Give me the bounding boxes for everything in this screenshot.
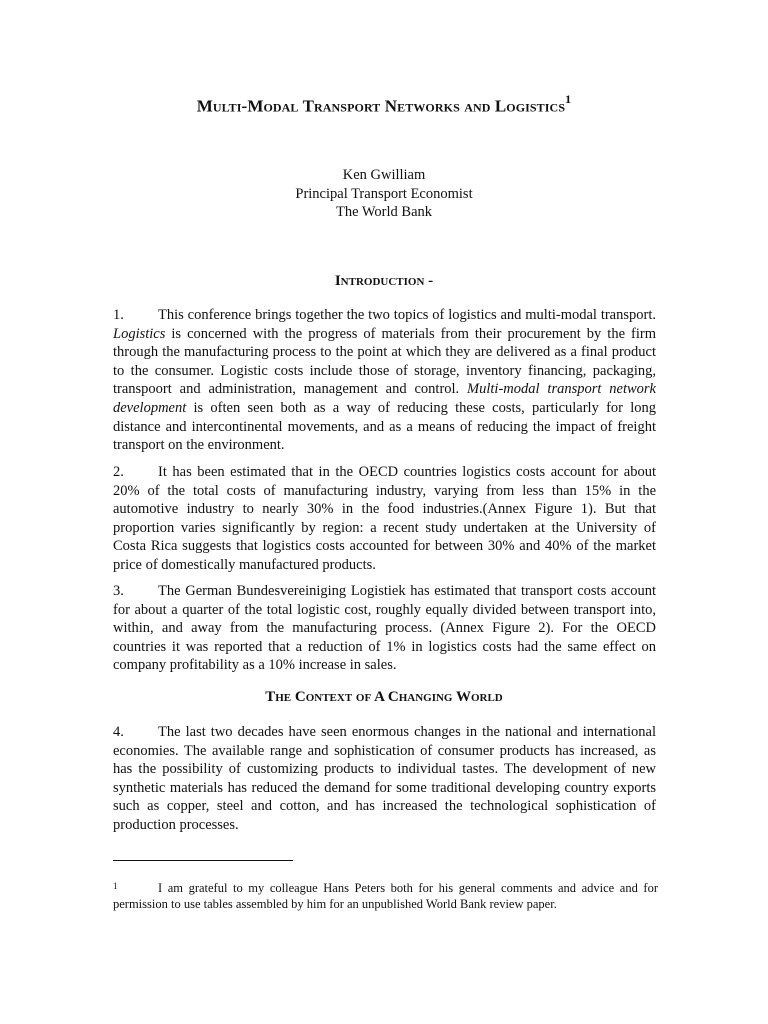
paragraph-number: 3.: [113, 583, 124, 599]
author-block: [0, 166, 768, 222]
paragraph-text: is concerned with the progress of materials from their procurement by the firm through the manufacturing process to the point at which they are delivered as a final product to the consumer. Logistic costs include those of storage, inventory financing, packaging, transpoort and administration, management and control.: [113, 325, 656, 398]
footnote-marker: 1: [113, 881, 118, 891]
author-position: Principal Transport Economist: [295, 185, 473, 202]
emphasis-term: Logistics: [113, 325, 166, 342]
title-text: Multi-Modal Transport Networks and Logistics: [196, 96, 566, 116]
footnote-divider: [113, 860, 293, 861]
section-heading-introduction: Introduction -: [334, 273, 434, 289]
paragraph-1: [113, 306, 656, 455]
emphasis-term: Multi-modal transport network development: [113, 381, 656, 416]
paragraph-number: 4.: [113, 724, 124, 740]
paragraph-2: [113, 463, 656, 575]
footnote: [113, 880, 658, 912]
paragraph-4: [113, 723, 656, 835]
paragraph-3: [113, 582, 656, 675]
title-footnote-ref: 1: [565, 92, 572, 106]
paragraph-text: is often seen both as a way of reducing these costs, particularly for long distance and intercontinental movements, and as a means of reducing the impact of freight transport on the environment.: [113, 399, 656, 454]
paragraph-text: It has been estimated that in the OECD countries logistics costs account for about 20% of the total costs of manufacturing industry, varying from less than 15% in the automotive industry to nearly 30% in the food industries.(Annex Figure 1). But that proportion varies significantly by region: a recent study undertaken at the University of Costa Rica suggests that logistics costs accounted for between 30% and 40% of the market price of domestically manufactured products.: [113, 464, 656, 573]
paragraph-number: 1.: [113, 307, 124, 323]
author-organization: The World Bank: [335, 204, 433, 220]
paragraph-text: The German Bundesvereiniging Logistiek has estimated that transport costs account for about a quarter of the total logistic cost, roughly equally divided between transport into, within, and away from the manufacturing process. (Annex Figure 2). For the OECD countries it was reported that a reduction of 1% in logistics costs had the same effect on company profitability as a 10% increase in sales.: [113, 583, 656, 674]
paragraph-text: This conference brings together the two topics of logistics and multi-modal transport.: [158, 307, 656, 323]
paragraph-text: The last two decades have seen enormous changes in the national and international economies. The available range and sophistication of consumer products has increased, as has the possibility of customizing products to individual tastes. The development of new synthetic materials has reduced the demand for some traditional developing country exports such as copper, steel and cotton, and has increased the technological sophistication of production processes.: [113, 724, 656, 833]
paragraph-number: 2.: [113, 464, 124, 480]
footnote-text: I am grateful to my colleague Hans Peters both for his general comments and advice and for permission to use tables assembled by him for an unpublished World Bank review paper.: [113, 881, 658, 911]
document-title: [0, 94, 768, 117]
author-name: Ken Gwilliam: [342, 167, 426, 183]
section-heading-context: The Context of A Changing World: [265, 689, 503, 705]
